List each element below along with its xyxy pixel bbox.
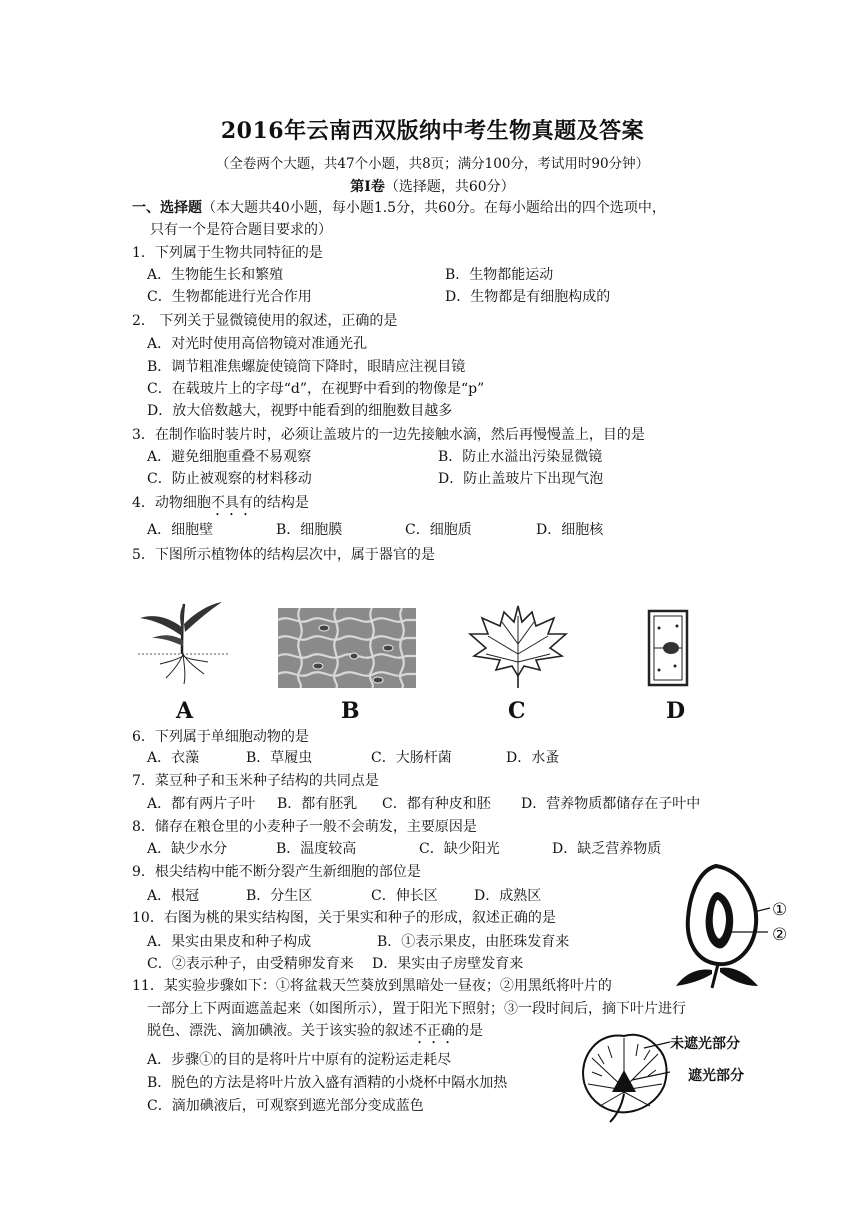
part-heading (132, 198, 666, 218)
q8-stem: 8．储存在粮仓里的小麦种子一般不会萌发，主要原因是 (132, 819, 477, 835)
q3-stem: 3．在制作临时装片时，必须让盖玻片的一边先接触水滴，然后再慢慢盖上，目的是 (132, 427, 645, 443)
section-name: 第Ⅰ卷 (350, 179, 385, 195)
q10-option-c: C．②表示种子，由受精卵发育来 (147, 956, 354, 972)
q1-option-d: D．生物都是有细胞构成的 (445, 289, 611, 305)
q11-option-c: C．滴加碘液后，可观察到遮光部分变成蓝色 (147, 1098, 424, 1114)
q11-emphasis: 不正确 (413, 1023, 455, 1039)
q4-option-c: C．细胞质 (405, 522, 472, 538)
q4-stem-pre: 4．动物细胞 (132, 495, 211, 511)
figure-d-label: D (666, 698, 686, 724)
q3-option-a: A．避免细胞重叠不易观察 (147, 449, 312, 465)
q1-stem: 1．下列属于生物共同特征的是 (132, 245, 323, 261)
q2-stem: 2． 下列关于显微镜使用的叙述，正确的是 (132, 313, 398, 329)
q6-option-c: C．大肠杆菌 (371, 750, 452, 766)
q2-option-b: B．调节粗准焦螺旋使镜筒下降时，眼睛应注视目镜 (147, 359, 466, 375)
q4-option-d: D．细胞核 (536, 522, 604, 538)
figure-a-label: A (176, 698, 194, 724)
q10-option-d: D．果实由子房壁发育来 (372, 956, 524, 972)
q10-option-b: B．①表示果皮，由胚珠发育来 (377, 934, 570, 950)
leaf-label-shaded: 遮光部分 (688, 1068, 744, 1084)
figure-peach-fruit (672, 862, 774, 992)
fruit-label-1: ① (772, 900, 788, 920)
q11-line-3 (147, 1021, 483, 1047)
q3-option-b: B．防止水溢出污染显微镜 (438, 449, 603, 465)
q6-option-d: D．水蚤 (506, 750, 560, 766)
q11-option-a: A．步骤①的目的是将叶片中原有的淀粉运走耗尽 (147, 1052, 452, 1068)
q9-stem: 9．根尖结构中能不断分裂产生新细胞的部位是 (132, 864, 421, 880)
page-title: 2016年云南西双版纳中考生物真题及答案 (220, 118, 645, 144)
q11-option-b: B．脱色的方法是将叶片放入盛有酒精的小烧杯中隔水加热 (147, 1075, 508, 1091)
q11-line-1: 11．某实验步骤如下：①将盆栽天竺葵放到黑暗处一昼夜；②用黑纸将叶片的 (132, 978, 612, 994)
q10-option-a: A．果实由果皮和种子构成 (147, 934, 312, 950)
q11-line-3-pre: 脱色、漂洗、滴加碘液。关于该实验的叙述 (147, 1023, 413, 1039)
q1-option-c: C．生物都能进行光合作用 (147, 289, 312, 305)
q3-option-d: D．防止盖玻片下出现气泡 (438, 471, 604, 487)
q6-stem: 6．下列属于单细胞动物的是 (132, 729, 309, 745)
figure-b-label: B (341, 698, 360, 724)
figure-c-label: C (508, 698, 526, 724)
q7-option-c: C．都有种皮和胚 (382, 796, 491, 812)
section-desc: （选择题，共60分） (384, 179, 515, 195)
fruit-label-2: ② (772, 925, 788, 945)
figure-c-leaf (466, 604, 570, 688)
q11-line-2: 一部分上下两面遮盖起来（如图所示），置于阳光下照射；③一段时间后，摘下叶片进行 (147, 1001, 686, 1017)
q2-option-d: D．放大倍数越大，视野中能看到的细胞数目越多 (147, 403, 453, 419)
figure-b-tissue (278, 608, 416, 688)
exam-info: （全卷两个大题，共47个小题，共8页；满分100分，考试用时90分钟） (215, 156, 650, 172)
figure-geranium-leaf (578, 1028, 670, 1124)
part-title: 一、选择题 (132, 200, 202, 216)
q7-option-d: D．营养物质都储存在子叶中 (521, 796, 701, 812)
q4-stem-post: 的结构是 (252, 495, 309, 511)
q5-stem: 5．下图所示植物体的结构层次中，属于器官的是 (132, 547, 435, 563)
figure-d-cell (645, 608, 691, 688)
q4-emphasis: 不具有 (210, 495, 253, 511)
q10-stem: 10．右图为桃的果实结构图，关于果实和种子的形成，叙述正确的是 (132, 910, 556, 926)
q8-option-b: B．温度较高 (276, 841, 357, 857)
q3-option-c: C．防止被观察的材料移动 (147, 471, 312, 487)
q2-option-c: C．在载玻片上的字母“d”，在视野中看到的物像是“p” (147, 381, 485, 397)
q6-option-a: A．衣藻 (147, 750, 200, 766)
q7-option-a: A．都有两片子叶 (147, 796, 256, 812)
q8-option-a: A．缺少水分 (147, 841, 228, 857)
figure-a-seedling (138, 598, 228, 688)
q4-stem (132, 493, 309, 519)
part-desc-2: 只有一个是符合题目要求的） (150, 222, 332, 238)
q9-option-b: B．分生区 (246, 888, 313, 904)
part-desc: （本大题共40小题，每小题1.5分，共60分。在每小题给出的四个选项中， (202, 200, 666, 216)
leaf-label-unshaded: 未遮光部分 (670, 1036, 740, 1052)
q9-option-a: A．根冠 (147, 888, 200, 904)
q7-stem: 7．菜豆种子和玉米种子结构的共同点是 (132, 773, 379, 789)
q4-option-b: B．细胞膜 (276, 522, 343, 538)
q11-line-3-post: 的是 (455, 1023, 483, 1039)
section-heading (0, 176, 865, 196)
q1-option-b: B．生物都能运动 (445, 267, 554, 283)
q9-option-d: D．成熟区 (474, 888, 542, 904)
q4-option-a: A．细胞壁 (147, 522, 214, 538)
q1-option-a: A．生物能生长和繁殖 (147, 267, 284, 283)
q8-option-c: C．缺少阳光 (419, 841, 500, 857)
q6-option-b: B．草履虫 (246, 750, 313, 766)
q9-option-c: C．伸长区 (371, 888, 438, 904)
q7-option-b: B．都有胚乳 (277, 796, 358, 812)
q2-option-a: A．对光时使用高倍物镜对准通光孔 (147, 336, 368, 352)
q8-option-d: D．缺乏营养物质 (552, 841, 662, 857)
